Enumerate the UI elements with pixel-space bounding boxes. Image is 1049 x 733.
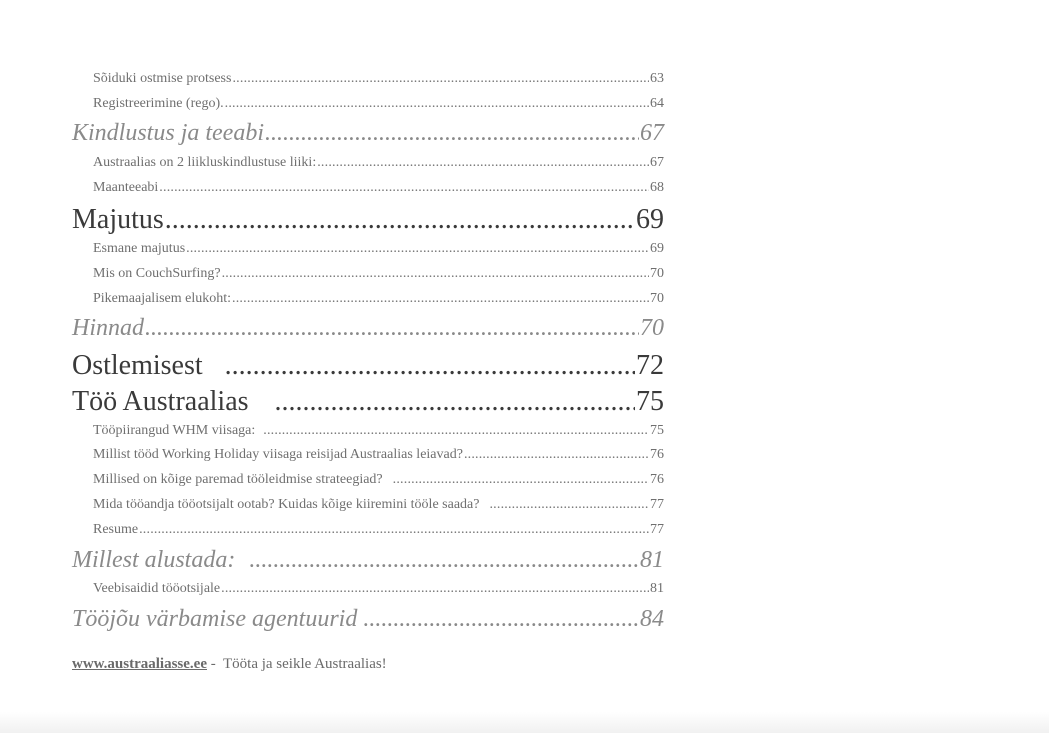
- toc-entry-label: Resume: [93, 522, 139, 537]
- toc-page-number: 70: [650, 266, 664, 281]
- toc-entry[interactable]: [93, 265, 664, 283]
- toc-dot-leader: [225, 95, 649, 113]
- toc-dot-leader: [464, 446, 649, 464]
- toc-section-entry[interactable]: [72, 204, 664, 236]
- toc-entry-label: Registreerimine (rego).: [93, 96, 224, 111]
- toc-entry-label: Veebisaidid tööotsijale: [93, 581, 221, 596]
- toc-dot-leader: [232, 290, 649, 308]
- toc-page-number: 84: [640, 606, 664, 632]
- toc-entry[interactable]: [93, 179, 664, 197]
- toc-entry[interactable]: [93, 240, 664, 258]
- toc-entry[interactable]: [93, 154, 664, 172]
- toc-page-number: 77: [650, 497, 664, 512]
- footer-tagline: Tööta ja seikle Austraalias!: [222, 656, 387, 672]
- toc-dot-leader: [186, 240, 649, 258]
- toc-entry-label: Mis on CouchSurfing?: [93, 266, 221, 281]
- toc-dot-leader: [221, 580, 649, 598]
- toc-dot-leader: [159, 179, 649, 197]
- toc-entry-label: Tööjõu värbamise agentuurid: [72, 606, 358, 632]
- toc-entry-label: Millest alustada:: [72, 547, 236, 573]
- page-edge-shadow: [0, 712, 1049, 733]
- toc-entry-label: Mida tööandja tööotsijalt ootab? Kuidas kõige kiiremini tööle saada?: [93, 497, 480, 512]
- toc-entry-label: Austraalias on 2 liikluskindlustuse liiki:: [93, 155, 317, 170]
- toc-page-number: 63: [650, 71, 664, 86]
- toc-entry[interactable]: [93, 521, 664, 539]
- toc-entry-label: Tööpiirangud WHM viisaga:: [93, 423, 256, 438]
- page-footer: [72, 656, 387, 673]
- toc-dot-leader: [249, 546, 639, 574]
- toc-dot-leader: [263, 422, 649, 440]
- toc-dot-leader: [232, 70, 649, 88]
- toc-page-number: 77: [650, 522, 664, 537]
- toc-page-number: 67: [640, 120, 664, 146]
- toc-entry-label: Esmane majutus: [93, 241, 186, 256]
- website-link[interactable]: www.austraaliasse.ee: [72, 656, 207, 672]
- toc-dot-leader: [393, 471, 649, 489]
- toc-entry[interactable]: [93, 496, 664, 514]
- toc-entry[interactable]: [93, 471, 664, 489]
- toc-entry-label: Kindlustus ja teeabi: [72, 120, 264, 146]
- toc-entry-label: Sõiduki ostmise protsess: [93, 71, 232, 86]
- toc-page-number: 81: [650, 581, 664, 596]
- toc-section-entry[interactable]: [72, 546, 664, 574]
- toc-entry-label: Majutus: [72, 204, 164, 235]
- toc-entry[interactable]: [93, 70, 664, 88]
- toc-dot-leader: [275, 386, 635, 418]
- toc-page-number: 76: [650, 447, 664, 462]
- toc-entry-label: Maanteeabi: [93, 180, 159, 195]
- toc-dot-leader: [145, 314, 639, 342]
- toc-dot-leader: [225, 350, 635, 382]
- toc-page-number: 68: [650, 180, 664, 195]
- toc-page-number: 75: [650, 423, 664, 438]
- toc-page-number: 69: [636, 204, 664, 235]
- footer-separator: -: [207, 656, 223, 672]
- toc-entry[interactable]: [93, 95, 664, 113]
- toc-dot-leader: [222, 265, 649, 283]
- toc-page-number: 72: [636, 350, 664, 381]
- toc-entry[interactable]: [93, 446, 664, 464]
- toc-entry[interactable]: [93, 422, 664, 440]
- toc-entry-label: Töö Austraalias: [72, 386, 249, 417]
- toc-page-number: 70: [640, 315, 664, 341]
- toc-page-number: 67: [650, 155, 664, 170]
- toc-dot-leader: [489, 496, 649, 514]
- toc-dot-leader: [139, 521, 649, 539]
- toc-section-entry[interactable]: [72, 605, 664, 633]
- toc-entry-label: Millist tööd Working Holiday viisaga reisijad Austraalias leiavad?: [93, 447, 463, 462]
- toc-entry-label: Ostlemisest: [72, 350, 203, 381]
- toc-dot-leader: [363, 605, 639, 633]
- toc-section-entry[interactable]: [72, 119, 664, 147]
- toc-entry[interactable]: [93, 290, 664, 308]
- toc-entry[interactable]: [93, 580, 664, 598]
- toc-section-entry[interactable]: [72, 314, 664, 342]
- toc-entry-label: Pikemaajalisem elukoht:: [93, 291, 232, 306]
- toc-entry-label: Hinnad: [72, 315, 144, 341]
- toc-section-entry[interactable]: [72, 386, 664, 418]
- toc-page-number: 69: [650, 241, 664, 256]
- toc-page-number: 76: [650, 472, 664, 487]
- toc-page-number: 75: [636, 386, 664, 417]
- toc-page-number: 64: [650, 96, 664, 111]
- toc-page-number: 81: [640, 547, 664, 573]
- toc-dot-leader: [265, 119, 639, 147]
- toc-section-entry[interactable]: [72, 350, 664, 382]
- toc-page-number: 70: [650, 291, 664, 306]
- toc-dot-leader: [317, 154, 649, 172]
- toc-entry-label: Millised on kõige paremad tööleidmise strateegiad?: [93, 472, 383, 487]
- toc-dot-leader: [165, 204, 635, 236]
